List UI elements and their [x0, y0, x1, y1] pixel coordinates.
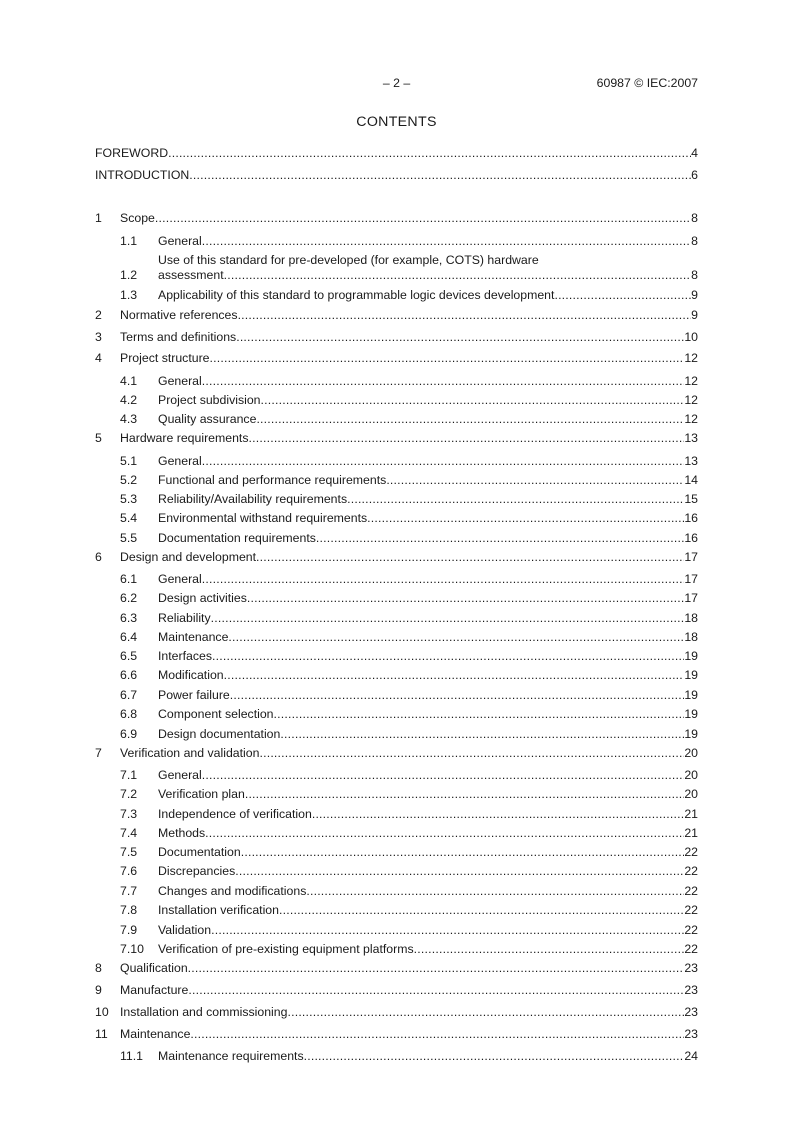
dot-leader — [224, 668, 685, 683]
toc-entry-title: INTRODUCTION — [95, 168, 190, 182]
toc-entry-title: Documentation — [158, 845, 241, 859]
toc-entry-page: 21 — [684, 826, 698, 840]
toc-entry-page: 22 — [684, 942, 698, 956]
page-number: – 2 – — [382, 76, 411, 90]
toc-entry-page: 23 — [684, 983, 698, 997]
toc-entry-number: 5.4 — [120, 511, 138, 525]
toc-entry[interactable] — [95, 351, 698, 366]
dot-leader — [188, 983, 684, 998]
toc-entry[interactable] — [95, 1049, 698, 1064]
toc-entry-number: 1.2 — [120, 268, 138, 282]
dot-leader — [386, 473, 684, 488]
toc-entry-title: Component selection — [158, 707, 274, 721]
toc-entry-page: 22 — [684, 884, 698, 898]
toc-entry-title: Environmental withstand requirements — [158, 511, 368, 525]
toc-entry-page: 20 — [684, 787, 698, 801]
toc-entry-number: 7.10 — [120, 942, 144, 956]
toc-entry-number: 6.8 — [120, 707, 138, 721]
toc-entry-title: Hardware requirements — [120, 431, 249, 445]
toc-entry-number: 7.2 — [120, 787, 138, 801]
toc-entry-page: 20 — [684, 768, 698, 782]
toc-entry-number: 1 — [95, 211, 102, 225]
toc-entry-page: 12 — [684, 412, 698, 426]
toc-entry-number: 6.1 — [120, 572, 138, 586]
toc-entry[interactable] — [95, 492, 698, 507]
toc-entry-number: 7.3 — [120, 807, 138, 821]
page-header — [95, 76, 698, 94]
dot-leader — [236, 330, 684, 345]
dot-leader — [256, 412, 684, 427]
toc-entry-title: Design activities — [158, 591, 247, 605]
toc-entry-page: 9 — [691, 288, 698, 302]
dot-leader — [190, 1027, 684, 1042]
dot-leader — [261, 393, 685, 408]
toc-entry-title: Terms and definitions — [120, 330, 237, 344]
toc-entry-number: 10 — [95, 1005, 109, 1019]
toc-entry[interactable] — [95, 611, 698, 626]
toc-entry[interactable] — [95, 531, 698, 546]
toc-entry-page: 8 — [691, 268, 698, 282]
toc-entry-number: 6.7 — [120, 688, 138, 702]
toc-entry-page: 22 — [684, 923, 698, 937]
toc-entry[interactable] — [95, 649, 698, 664]
dot-leader — [347, 492, 684, 507]
dot-leader — [202, 768, 685, 783]
toc-entry[interactable] — [95, 884, 698, 899]
dot-leader — [168, 146, 691, 161]
toc-entry[interactable] — [95, 308, 698, 323]
toc-entry-title: Modification — [158, 668, 224, 682]
toc-entry-page: 17 — [684, 591, 698, 605]
toc-entry[interactable] — [95, 511, 698, 526]
toc-entry-title: Project subdivision — [158, 393, 261, 407]
toc-entry[interactable] — [95, 431, 698, 446]
toc-entry[interactable] — [95, 746, 698, 761]
document-reference: 60987 © IEC:2007 — [596, 76, 698, 90]
dot-leader — [554, 288, 691, 303]
toc-entry-title: Methods — [158, 826, 206, 840]
toc-entry[interactable] — [95, 688, 698, 703]
toc-entry-number: 7.9 — [120, 923, 138, 937]
toc-entry-title: Normative references — [120, 308, 238, 322]
toc-entry-page: 16 — [684, 531, 698, 545]
toc-entry-number: 6.9 — [120, 727, 138, 741]
dot-leader — [279, 903, 684, 918]
toc-entry[interactable] — [95, 454, 698, 469]
dot-leader — [280, 727, 684, 742]
toc-entry-page: 12 — [684, 393, 698, 407]
toc-entry-page: 16 — [684, 511, 698, 525]
toc-entry-page: 9 — [691, 308, 698, 322]
toc-entry-title: Interfaces — [158, 649, 212, 663]
toc-entry-title: Use of this standard for pre-developed (for example, COTS) hardware — [158, 253, 539, 267]
toc-entry-number: 5.5 — [120, 531, 138, 545]
toc-entry-number: 1.1 — [120, 234, 138, 248]
toc-entry-title: General — [158, 234, 202, 248]
toc-entry-title: Maintenance — [120, 1027, 191, 1041]
toc-entry-title: General — [158, 572, 202, 586]
toc-entry-number: 6 — [95, 550, 102, 564]
toc-entry-number: 3 — [95, 330, 102, 344]
toc-entry-number: 1.3 — [120, 288, 138, 302]
toc-entry-number: 7.5 — [120, 845, 138, 859]
dot-leader — [235, 864, 684, 879]
toc-entry-number: 6.5 — [120, 649, 138, 663]
toc-entry-number: 5 — [95, 431, 102, 445]
toc-entry[interactable] — [95, 961, 698, 976]
toc-entry-page: 19 — [684, 668, 698, 682]
toc-entry-title: Design and development — [120, 550, 257, 564]
dot-leader — [224, 268, 692, 283]
toc-entry-number: 7.1 — [120, 768, 138, 782]
toc-entry-title: Project structure — [120, 351, 210, 365]
toc-entry[interactable] — [95, 727, 698, 742]
toc-entry[interactable] — [95, 983, 698, 998]
toc-entry-page: 22 — [684, 864, 698, 878]
toc-entry[interactable] — [95, 768, 698, 783]
toc-entry-title: Qualification — [120, 961, 188, 975]
toc-entry-number: 9 — [95, 983, 102, 997]
dot-leader — [304, 1049, 685, 1064]
toc-entry-title: Verification and validation — [120, 746, 260, 760]
dot-leader — [155, 211, 691, 226]
toc-entry-number: 2 — [95, 308, 102, 322]
toc-entry-title: Reliability/Availability requirements — [158, 492, 348, 506]
toc-entry[interactable] — [95, 1027, 698, 1042]
toc-entry-title: Verification of pre-existing equipment platforms — [158, 942, 414, 956]
toc-entry-page: 19 — [684, 649, 698, 663]
toc-entry[interactable] — [95, 787, 698, 802]
toc-entry-title: Quality assurance — [158, 412, 257, 426]
dot-leader — [249, 431, 685, 446]
toc-entry-title: Changes and modifications — [158, 884, 307, 898]
contents-title: CONTENTS — [356, 114, 437, 130]
dot-leader — [202, 454, 685, 469]
toc-entry-title: Manufacture — [120, 983, 189, 997]
toc-entry-title: Documentation requirements — [158, 531, 316, 545]
dot-leader — [202, 234, 691, 249]
toc-entry-number: 5.2 — [120, 473, 138, 487]
dot-leader — [414, 942, 685, 957]
toc-entry-page: 10 — [684, 330, 698, 344]
dot-leader — [202, 572, 685, 587]
toc-entry[interactable] — [95, 234, 698, 249]
toc-entry[interactable] — [95, 707, 698, 722]
toc-entry-page: 18 — [684, 630, 698, 644]
toc-entry-number: 5.1 — [120, 454, 138, 468]
toc-entry-title: FOREWORD — [95, 146, 169, 160]
toc-entry-page: 8 — [691, 211, 698, 225]
toc-entry-number: 4.1 — [120, 374, 138, 388]
dot-leader — [230, 688, 685, 703]
dot-leader — [256, 550, 684, 565]
toc-entry-page: 12 — [684, 374, 698, 388]
dot-leader — [189, 168, 691, 183]
toc-entry[interactable] — [95, 412, 698, 427]
toc-entry-number: 11 — [95, 1027, 108, 1041]
toc-entry[interactable] — [95, 393, 698, 408]
toc-entry-title: Installation verification — [158, 903, 279, 917]
toc-entry-page: 13 — [684, 431, 698, 445]
toc-entry-title: Functional and performance requirements — [158, 473, 387, 487]
toc-entry-page: 6 — [691, 168, 698, 182]
dot-leader — [306, 884, 684, 899]
toc-entry-title-continuation: assessment — [158, 268, 224, 282]
dot-leader — [312, 807, 684, 822]
toc-entry-number: 6.3 — [120, 611, 138, 625]
toc-entry-page: 22 — [684, 903, 698, 917]
toc-entry-title: Validation — [158, 923, 212, 937]
toc-entry[interactable] — [95, 288, 698, 303]
toc-entry-page: 21 — [684, 807, 698, 821]
toc-entry-title: Discrepancies — [158, 864, 236, 878]
toc-entry-number: 6.2 — [120, 591, 138, 605]
toc-entry-page: 12 — [684, 351, 698, 365]
toc-entry-title: Design documentation — [158, 727, 281, 741]
dot-leader — [274, 707, 685, 722]
toc-entry-title: Scope — [120, 211, 155, 225]
toc-entry-page: 23 — [684, 961, 698, 975]
dot-leader — [241, 845, 685, 860]
toc-entry[interactable] — [95, 146, 698, 161]
toc-entry[interactable] — [95, 168, 698, 183]
toc-entry-number: 7.4 — [120, 826, 138, 840]
toc-entry-number: 4 — [95, 351, 102, 365]
dot-leader — [212, 649, 684, 664]
toc-entry-page: 19 — [684, 688, 698, 702]
toc-entry-page: 20 — [684, 746, 698, 760]
toc-entry-title: Independence of verification — [158, 807, 312, 821]
toc-entry-title: Power failure — [158, 688, 230, 702]
toc-entry[interactable] — [95, 807, 698, 822]
toc-entry-page: 8 — [691, 234, 698, 248]
toc-entry-page: 17 — [684, 550, 698, 564]
toc-entry-title: General — [158, 374, 202, 388]
toc-entry-number: 7 — [95, 746, 102, 760]
toc-entry[interactable] — [95, 473, 698, 488]
toc-entry-number: 6.6 — [120, 668, 138, 682]
toc-entry[interactable] — [95, 903, 698, 918]
toc-entry[interactable] — [95, 864, 698, 879]
toc-entry-number: 11.1 — [120, 1049, 144, 1063]
dot-leader — [211, 923, 684, 938]
toc-entry-title: Verification plan — [158, 787, 245, 801]
toc-entry-page: 18 — [684, 611, 698, 625]
toc-entry[interactable] — [95, 826, 698, 841]
toc-entry[interactable] — [95, 942, 698, 957]
toc-entry-page: 19 — [684, 707, 698, 721]
toc-entry-title: Maintenance — [158, 630, 229, 644]
toc-entry-title: Applicability of this standard to programmable logic devices development — [158, 288, 555, 302]
toc-entry[interactable] — [95, 253, 698, 283]
toc-entry[interactable] — [95, 211, 698, 226]
toc-entry-page: 23 — [684, 1027, 698, 1041]
toc-entry-number: 5.3 — [120, 492, 138, 506]
toc-entry-number: 7.6 — [120, 864, 138, 878]
toc-entry[interactable] — [95, 572, 698, 587]
toc-entry-title: Reliability — [158, 611, 211, 625]
toc-entry[interactable] — [95, 668, 698, 683]
toc-entry[interactable] — [95, 550, 698, 565]
toc-entry-number: 6.4 — [120, 630, 138, 644]
dot-leader — [228, 630, 684, 645]
toc-entry-page: 22 — [684, 845, 698, 859]
dot-leader — [259, 746, 684, 761]
toc-entry-title: General — [158, 768, 202, 782]
dot-leader — [245, 787, 684, 802]
dot-leader — [287, 1005, 684, 1020]
dot-leader — [247, 591, 684, 606]
toc-entry-title: Installation and commissioning — [120, 1005, 288, 1019]
dot-leader — [238, 308, 692, 323]
toc-entry-number: 7.8 — [120, 903, 138, 917]
toc-entry-page: 19 — [684, 727, 698, 741]
dot-leader — [205, 826, 684, 841]
dot-leader — [316, 531, 684, 546]
toc-entry-page: 15 — [684, 492, 698, 506]
dot-leader — [367, 511, 684, 526]
toc-entry-number: 4.3 — [120, 412, 138, 426]
toc-entry[interactable] — [95, 374, 698, 389]
toc-entry-page: 4 — [691, 146, 698, 160]
toc-entry-page: 14 — [684, 473, 698, 487]
toc-entry[interactable] — [95, 845, 698, 860]
toc-entry-title: General — [158, 454, 202, 468]
dot-leader — [210, 351, 685, 366]
dot-leader — [188, 961, 685, 976]
dot-leader — [202, 374, 685, 389]
toc-entry[interactable] — [95, 330, 698, 345]
toc-entry-page: 13 — [684, 454, 698, 468]
toc-entry-number: 8 — [95, 961, 102, 975]
dot-leader — [211, 611, 685, 626]
toc-entry-number: 4.2 — [120, 393, 138, 407]
toc-entry-page: 17 — [684, 572, 698, 586]
toc-entry-page: 24 — [684, 1049, 698, 1063]
toc-entry-title: Maintenance requirements — [158, 1049, 304, 1063]
toc-entry[interactable] — [95, 591, 698, 606]
toc-entry[interactable] — [95, 630, 698, 645]
toc-entry-number: 7.7 — [120, 884, 138, 898]
toc-entry-page: 23 — [684, 1005, 698, 1019]
toc-entry[interactable] — [95, 1005, 698, 1020]
toc-entry[interactable] — [95, 923, 698, 938]
